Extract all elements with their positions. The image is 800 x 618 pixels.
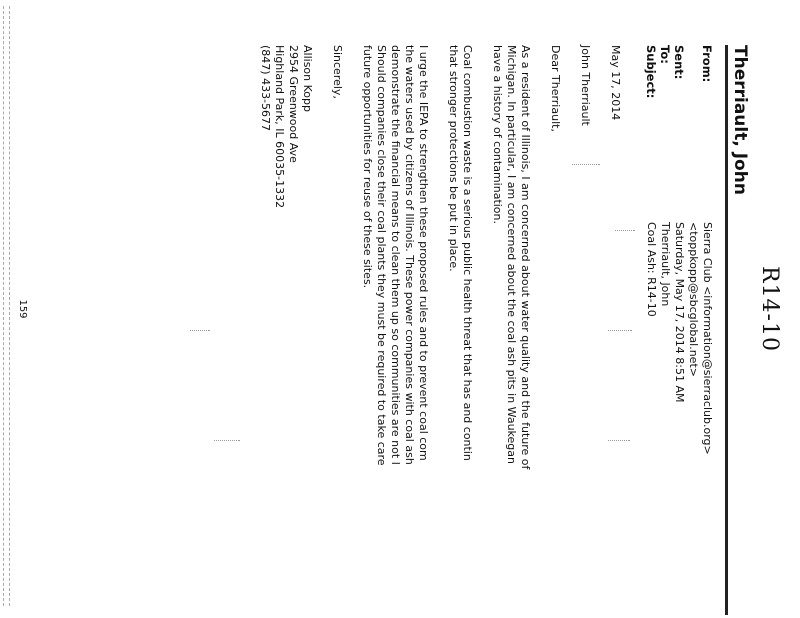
scan-speck [214, 440, 240, 441]
paragraph-2-line-1: Coal combustion waste is a serious public health threat that has and contin [461, 45, 474, 461]
scan-edge-dots [9, 6, 10, 606]
scan-speck [608, 440, 630, 441]
paragraph-1-line-3: have a history of contamination. [491, 45, 504, 225]
paragraph-2-line-2: that stronger protections be put in place. [447, 45, 460, 272]
paragraph-3-line-1: I urge the IEPA to strengthen these proposed rules and to prevent coal com [417, 45, 430, 461]
sent-label: Sent: [672, 45, 686, 80]
signature-phone: (847) 433-5677 [259, 45, 272, 132]
scan-speck [615, 230, 635, 231]
letter-closing: Sincerely, [331, 45, 344, 99]
scan-speck [608, 330, 632, 331]
signature-street: 2954 Greenwood Ave [287, 45, 300, 163]
paragraph-3-line-4: Should companies close their coal plants they must be required to take care [375, 45, 388, 466]
from-value: Sierra Club <information@sierraclub.org> [701, 222, 714, 455]
signature-city: Highland Park, IL 60035-1332 [273, 45, 286, 209]
scan-edge-dots [3, 6, 4, 606]
paragraph-3-line-5: future opportunities for reuse of these sites. [361, 45, 374, 289]
from-value-line2: <toppkopp@sbcglobal.net> [687, 222, 700, 377]
subject-value: Coal Ash: R14-10 [645, 222, 658, 317]
paragraph-1-line-2: Michigan. In particular, I am concerned about the coal ash pits in Waukegan [505, 45, 518, 464]
header-rule [725, 45, 728, 615]
paragraph-3-line-2: the waters used by citizens of Illinois. These power companies with coal ash [403, 45, 416, 465]
letter-addressee: John Therriault [579, 45, 592, 126]
to-label: To: [658, 45, 672, 64]
to-value: Therriault, John [659, 222, 672, 307]
recipient-name-heading: Therriault, John [730, 45, 750, 195]
document-title: R14-10 [757, 266, 782, 352]
page-number: 159 [17, 299, 28, 319]
scan-speck [572, 164, 600, 165]
paragraph-3-line-3: demonstrate the financial means to clean them up so communities are not l [389, 45, 402, 465]
scan-speck [190, 330, 210, 331]
letter-date: May 17, 2014 [609, 45, 622, 121]
sent-value: Saturday, May 17, 2014 8:51 AM [673, 222, 686, 403]
subject-label: Subject: [644, 45, 658, 99]
letter-salutation: Dear Therriault, [549, 45, 562, 132]
signature-name: Allison Kopp [301, 45, 314, 112]
paragraph-1-line-1: As a resident of Illinois, I am concerned about water quality and the future of [519, 45, 532, 470]
from-label: From: [700, 45, 714, 83]
